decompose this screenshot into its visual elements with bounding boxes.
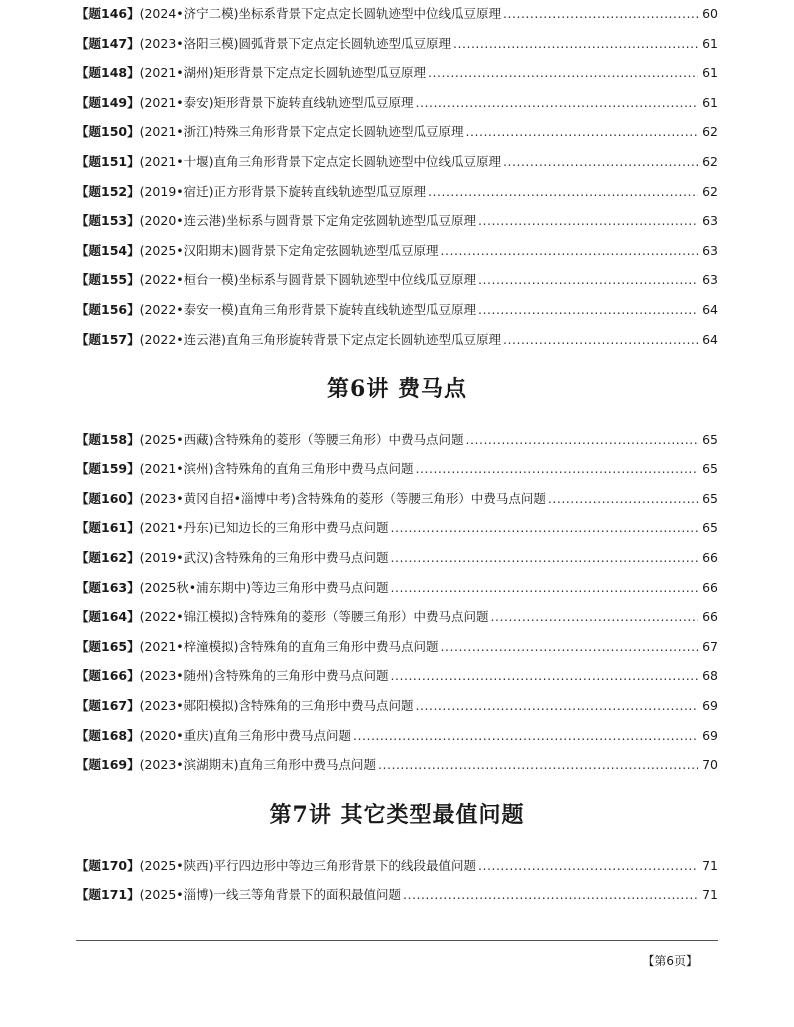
toc-entry[interactable] (76, 637, 718, 657)
toc-entry-page: 63 (702, 272, 718, 287)
toc-leader-dots (391, 518, 698, 538)
toc-entry[interactable] (76, 270, 718, 290)
toc-entry-number: 【题166】 (76, 668, 140, 683)
toc-entry-page: 71 (702, 858, 718, 873)
section-heading: 第7讲 其它类型最值问题 (269, 802, 525, 828)
toc-entry[interactable] (76, 755, 718, 775)
toc-entry[interactable] (76, 518, 718, 538)
toc-entry-number: 【题147】 (76, 36, 140, 51)
toc-entry[interactable] (76, 430, 718, 450)
toc-entry-page: 68 (702, 668, 718, 683)
toc-leader-dots (503, 152, 698, 172)
toc-entry-page: 63 (702, 213, 718, 228)
toc-entry-number: 【题160】 (76, 491, 140, 506)
toc-entry[interactable] (76, 607, 718, 627)
toc-leader-dots (403, 885, 698, 905)
toc-entry-title: (2021•十堰)直角三角形背景下定点定长圆轨迹型中位线瓜豆原理 (139, 154, 502, 169)
toc-entry-page: 60 (702, 6, 718, 21)
toc-leader-dots (391, 578, 698, 598)
toc-entry-page: 64 (702, 332, 718, 347)
toc-entry[interactable] (76, 548, 718, 568)
toc-entry-title: (2019•武汉)含特殊角的三角形中费马点问题 (139, 550, 389, 565)
toc-entry-page: 69 (702, 698, 718, 713)
toc-entry-page: 61 (702, 95, 718, 110)
toc-entry[interactable] (76, 666, 718, 686)
toc-entry[interactable] (76, 63, 718, 83)
toc-leader-dots (378, 755, 698, 775)
toc-entry-number: 【题156】 (76, 302, 140, 317)
toc-leader-dots (453, 34, 698, 54)
toc-entry-title: (2023•随州)含特殊角的三角形中费马点问题 (139, 668, 389, 683)
toc-entry-page: 61 (702, 36, 718, 51)
toc-entry[interactable] (76, 211, 718, 231)
toc-entry-page: 62 (702, 154, 718, 169)
toc-entry-number: 【题162】 (76, 550, 140, 565)
toc-leader-dots (466, 430, 698, 450)
toc-entry-number: 【题169】 (76, 757, 140, 772)
toc-leader-dots (416, 93, 698, 113)
toc-leader-dots (503, 4, 698, 24)
toc-entry-page: 63 (702, 243, 718, 258)
toc-entry-title: (2023•黄冈自招•淄博中考)含特殊角的菱形（等腰三角形）中费马点问题 (139, 491, 546, 506)
toc-leader-dots (391, 548, 698, 568)
toc-entry[interactable] (76, 152, 718, 172)
toc-entry-title: (2021•浙江)特殊三角形背景下定点定长圆轨迹型瓜豆原理 (139, 124, 464, 139)
toc-entry[interactable] (76, 856, 718, 876)
toc-entry-title: (2021•丹东)已知边长的三角形中费马点问题 (139, 520, 389, 535)
toc-entry-title: (2022•泰安一模)直角三角形背景下旋转直线轨迹型瓜豆原理 (139, 302, 477, 317)
toc-entry[interactable] (76, 4, 718, 24)
toc-entry-title: (2025•陕西)平行四边形中等边三角形背景下的线段最值问题 (139, 858, 477, 873)
toc-entry[interactable] (76, 578, 718, 598)
toc-entry-page: 61 (702, 65, 718, 80)
footer-divider (76, 940, 718, 941)
toc-leader-dots (391, 666, 698, 686)
toc-entry[interactable] (76, 696, 718, 716)
toc-entry[interactable] (76, 489, 718, 509)
toc-entry-page: 62 (702, 124, 718, 139)
toc-entry-number: 【题154】 (76, 243, 140, 258)
toc-leader-dots (353, 726, 698, 746)
toc-entry[interactable] (76, 300, 718, 320)
toc-entry-page: 64 (702, 302, 718, 317)
toc-entry[interactable] (76, 330, 718, 350)
toc-entry-title: (2024•济宁二模)坐标系背景下定点定长圆轨迹型中位线瓜豆原理 (139, 6, 502, 21)
toc-entry-title: (2020•重庆)直角三角形中费马点问题 (139, 728, 352, 743)
toc-entry[interactable] (76, 122, 718, 142)
toc-entry-page: 70 (702, 757, 718, 772)
toc-entry-title: (2022•桓台一模)坐标系与圆背景下圆轨迹型中位线瓜豆原理 (139, 272, 477, 287)
toc-entry[interactable] (76, 241, 718, 261)
toc-entry-title: (2025•淄博)一线三等角背景下的面积最值问题 (139, 887, 402, 902)
toc-entry[interactable] (76, 93, 718, 113)
toc-leader-dots (428, 182, 698, 202)
page-number: 【第6页】 (642, 954, 698, 968)
toc-leader-dots (441, 637, 698, 657)
toc-entry-page: 65 (702, 432, 718, 447)
toc-entry-number: 【题151】 (76, 154, 140, 169)
toc-entry-number: 【题159】 (76, 461, 140, 476)
toc-entry-number: 【题165】 (76, 639, 140, 654)
toc-entry-number: 【题149】 (76, 95, 140, 110)
toc-entry-title: (2022•锦江模拟)含特殊角的菱形（等腰三角形）中费马点问题 (139, 609, 489, 624)
toc-entry-number: 【题171】 (76, 887, 140, 902)
toc-leader-dots (428, 63, 698, 83)
toc-entry-number: 【题170】 (76, 858, 140, 873)
toc-entry-title: (2025•西藏)含特殊角的菱形（等腰三角形）中费马点问题 (139, 432, 464, 447)
toc-entry-title: (2023•郧阳模拟)含特殊角的三角形中费马点问题 (139, 698, 414, 713)
toc-entry-number: 【题167】 (76, 698, 140, 713)
section-heading: 第6讲 费马点 (327, 376, 467, 402)
toc-entry-page: 69 (702, 728, 718, 743)
toc-entry-number: 【题152】 (76, 184, 140, 199)
toc-entry-title: (2021•泰安)矩形背景下旋转直线轨迹型瓜豆原理 (139, 95, 414, 110)
toc-entry-title: (2025•汉阳期末)圆背景下定角定弦圆轨迹型瓜豆原理 (139, 243, 439, 258)
toc-leader-dots (503, 330, 698, 350)
toc-entry-number: 【题146】 (76, 6, 140, 21)
toc-entry[interactable] (76, 459, 718, 479)
toc-leader-dots (491, 607, 698, 627)
toc-entry-title: (2023•洛阳三模)圆弧背景下定点定长圆轨迹型瓜豆原理 (139, 36, 452, 51)
toc-entry-number: 【题157】 (76, 332, 140, 347)
toc-entry-title: (2022•连云港)直角三角形旋转背景下定点定长圆轨迹型瓜豆原理 (139, 332, 502, 347)
toc-entry-page: 66 (702, 609, 718, 624)
toc-leader-dots (478, 300, 698, 320)
toc-entry-page: 65 (702, 520, 718, 535)
toc-entry-page: 71 (702, 887, 718, 902)
toc-entry-number: 【题148】 (76, 65, 140, 80)
toc-entry-title: (2021•梓潼模拟)含特殊角的直角三角形中费马点问题 (139, 639, 439, 654)
toc-entry-number: 【题163】 (76, 580, 140, 595)
toc-leader-dots (416, 696, 698, 716)
toc-entry-number: 【题164】 (76, 609, 140, 624)
toc-entry-title: (2021•湖州)矩形背景下定点定长圆轨迹型瓜豆原理 (139, 65, 427, 80)
toc-entry-number: 【题155】 (76, 272, 140, 287)
toc-entry-title: (2021•滨州)含特殊角的直角三角形中费马点问题 (139, 461, 414, 476)
toc-entry-page: 66 (702, 550, 718, 565)
toc-leader-dots (478, 856, 698, 876)
toc-entry-number: 【题168】 (76, 728, 140, 743)
toc-leader-dots (478, 270, 698, 290)
toc-entry-page: 65 (702, 491, 718, 506)
toc-leader-dots (441, 241, 698, 261)
toc-entry-page: 66 (702, 580, 718, 595)
toc-leader-dots (548, 489, 698, 509)
toc-entry-title: (2019•宿迁)正方形背景下旋转直线轨迹型瓜豆原理 (139, 184, 427, 199)
toc-entry[interactable] (76, 726, 718, 746)
toc-entry-title: (2025秋•浦东期中)等边三角形中费马点问题 (139, 580, 389, 595)
toc-entry[interactable] (76, 34, 718, 54)
toc-entry-number: 【题161】 (76, 520, 140, 535)
toc-entry-page: 65 (702, 461, 718, 476)
toc-entry[interactable] (76, 885, 718, 905)
toc-leader-dots (416, 459, 698, 479)
toc-entry[interactable] (76, 182, 718, 202)
toc-leader-dots (466, 122, 698, 142)
toc-entry-number: 【题150】 (76, 124, 140, 139)
toc-entry-page: 62 (702, 184, 718, 199)
toc-entry-title: (2023•滨湖期末)直角三角形中费马点问题 (139, 757, 377, 772)
toc-entry-page: 67 (702, 639, 718, 654)
toc-entry-number: 【题153】 (76, 213, 140, 228)
toc-entry-number: 【题158】 (76, 432, 140, 447)
toc-leader-dots (478, 211, 698, 231)
toc-entry-title: (2020•连云港)坐标系与圆背景下定角定弦圆轨迹型瓜豆原理 (139, 213, 477, 228)
